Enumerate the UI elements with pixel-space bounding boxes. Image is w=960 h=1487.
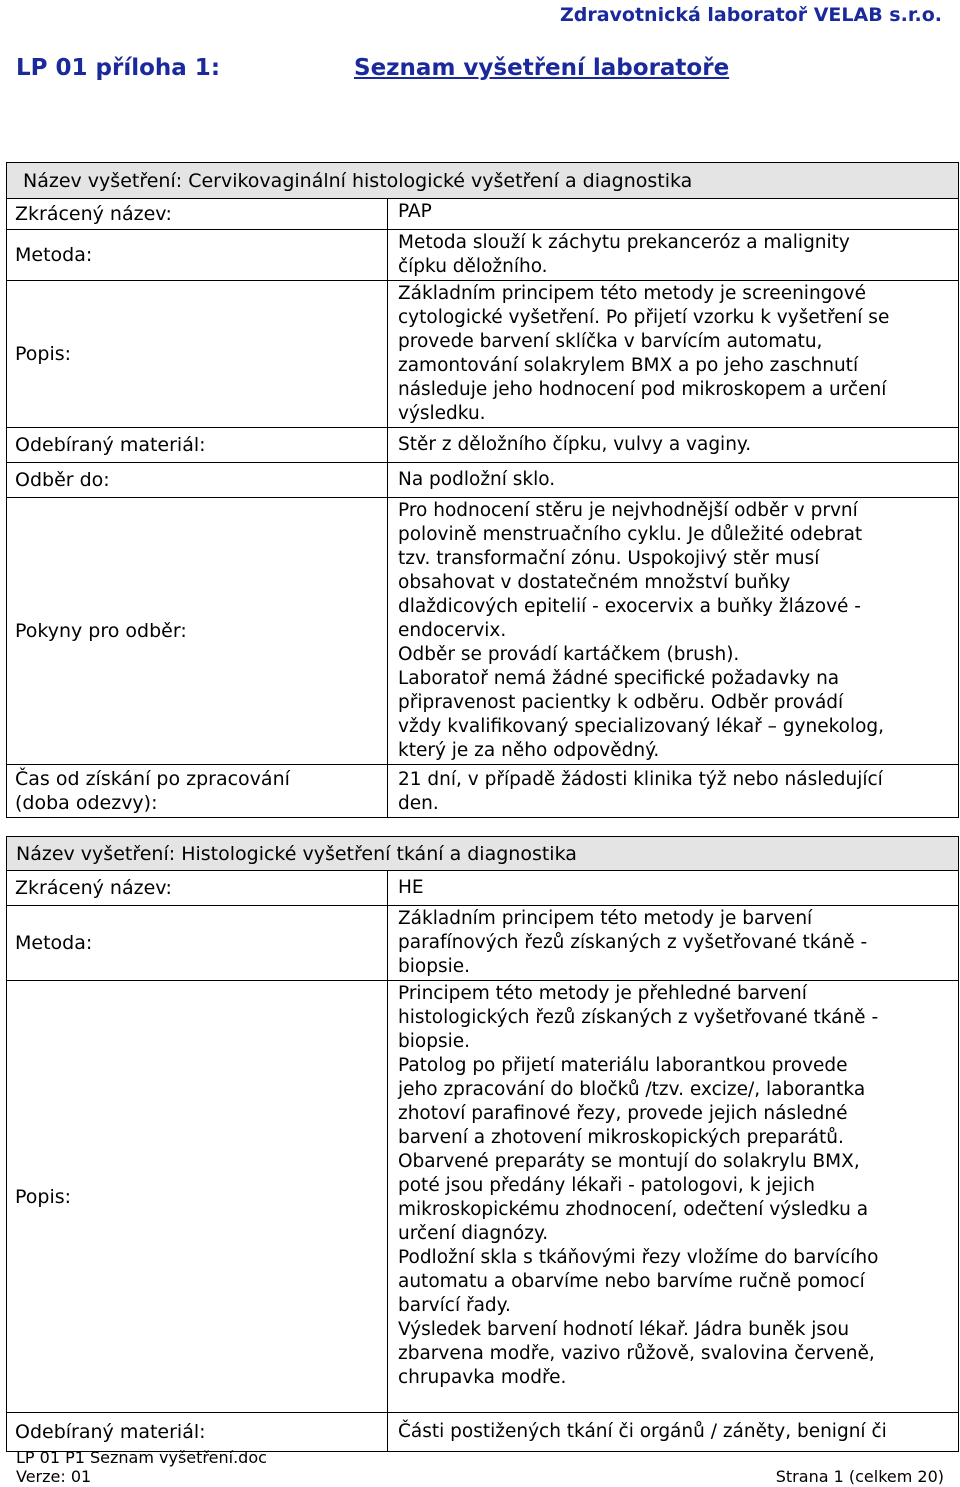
row-value: Pro hodnocení stěru je nejvhodnější odběr v první polovině menstruačního cyklu. Je důležité odebrat tzv. transformační zónu. Uspokojivý stěr musí obsahovat v dostatečném množství buňky dlaždicových epitelií - exocervix a buňky žlázové - endocervix. Odběr se provádí kartáčkem (brush). Laboratoř nemá žádné specifické požadavky na připravenost pacientky k odběru. Odběr provádí vždy kvalifikovaný specializovaný lékař – gynekolog, který je za něho odpovědný.	[388, 498, 959, 765]
table-row	[7, 871, 959, 906]
row-value: PAP	[388, 199, 959, 230]
table-row	[7, 981, 959, 1413]
row-value: 21 dní, v případě žádosti klinika týž nebo následující den.	[388, 765, 959, 818]
exam-table-he	[6, 836, 959, 1452]
row-value: Na podložní sklo.	[388, 463, 959, 498]
exam-name-row	[7, 163, 959, 199]
row-value: Principem této metody je přehledné barvení histologických řezů získaných z vyšetřované tkáně - biopsie. Patolog po přijetí materiálu laborantkou provede jeho zpracování do bločků /tzv. excize/, laborantka zhotoví parafinové řezy, provede jejich následné barvení a zhotovení mikroskopických preparátů. Obarvené preparáty se montují do solakrylu BMX, poté jsou předány lékaři - patologovi, k jejich mikroskopickému zhodnocení, odečtení výsledku a určení diagnózy. Podložní skla s tkáňovými řezy vložíme do barvícího automatu a obarvíme nebo barvíme ručně pomocí barvící řady. Výsledek barvení hodnotí lékař. Jádra buněk jsou zbarvena modře, vazivo růžově, svalovina červeně, chrupavka modře.	[388, 981, 959, 1413]
table-row	[7, 765, 959, 818]
document-id: LP 01 příloha 1:	[16, 55, 221, 81]
exam-name-row	[7, 837, 959, 871]
table-row	[7, 906, 959, 981]
row-value: Základním principem této metody je barvení parafínových řezů získaných z vyšetřované tkáně - biopsie.	[388, 906, 959, 981]
exam-name: Histologické vyšetření tkání a diagnostika	[181, 842, 577, 865]
row-value: HE	[388, 871, 959, 906]
exam-name: Cervikovaginální histologické vyšetření a diagnostika	[188, 169, 693, 192]
row-label: Metoda:	[7, 230, 388, 281]
table-row	[7, 1413, 959, 1452]
footer-page-number: Strana 1 (celkem 20)	[775, 1467, 944, 1486]
table-row	[7, 199, 959, 230]
row-value: Části postižených tkání či orgánů / záněty, benigní či	[388, 1413, 959, 1452]
row-value: Základním principem této metody je screeningové cytologické vyšetření. Po přijetí vzorku k vyšetření se provede barvení sklíčka v barvícím automatu, zamontování solakrylem BMX a po jeho zaschnutí následuje jeho hodnocení pod mikroskopem a určení výsledku.	[388, 281, 959, 428]
exam-name-label: Název vyšetření:	[23, 169, 183, 192]
row-label: Popis:	[7, 981, 388, 1413]
row-value: Stěr z děložního čípku, vulvy a vaginy.	[388, 428, 959, 463]
table-row	[7, 463, 959, 498]
row-label: Čas od získání po zpracování (doba odezvy):	[7, 765, 388, 818]
table-row	[7, 428, 959, 463]
company-name: Zdravotnická laboratoř VELAB s.r.o.	[559, 4, 942, 26]
row-label: Popis:	[7, 281, 388, 428]
table-row	[7, 230, 959, 281]
row-label: Zkrácený název:	[7, 871, 388, 906]
row-label: Pokyny pro odběr:	[7, 498, 388, 765]
footer-version: Verze: 01	[16, 1467, 92, 1486]
footer-filename: LP 01 P1 Seznam vyšetření.doc	[16, 1448, 267, 1467]
row-label: Odebíraný materiál:	[7, 1413, 388, 1452]
table-row	[7, 498, 959, 765]
exam-table-pap	[6, 162, 959, 818]
document-title: Seznam vyšetření laboratoře	[354, 55, 730, 81]
row-label: Odebíraný materiál:	[7, 428, 388, 463]
table-row	[7, 281, 959, 428]
row-label: Odběr do:	[7, 463, 388, 498]
row-label: Zkrácený název:	[7, 199, 388, 230]
row-value: Metoda slouží k záchytu prekanceróz a malignity čípku děložního.	[388, 230, 959, 281]
row-label: Metoda:	[7, 906, 388, 981]
exam-name-label: Název vyšetření:	[16, 842, 176, 865]
